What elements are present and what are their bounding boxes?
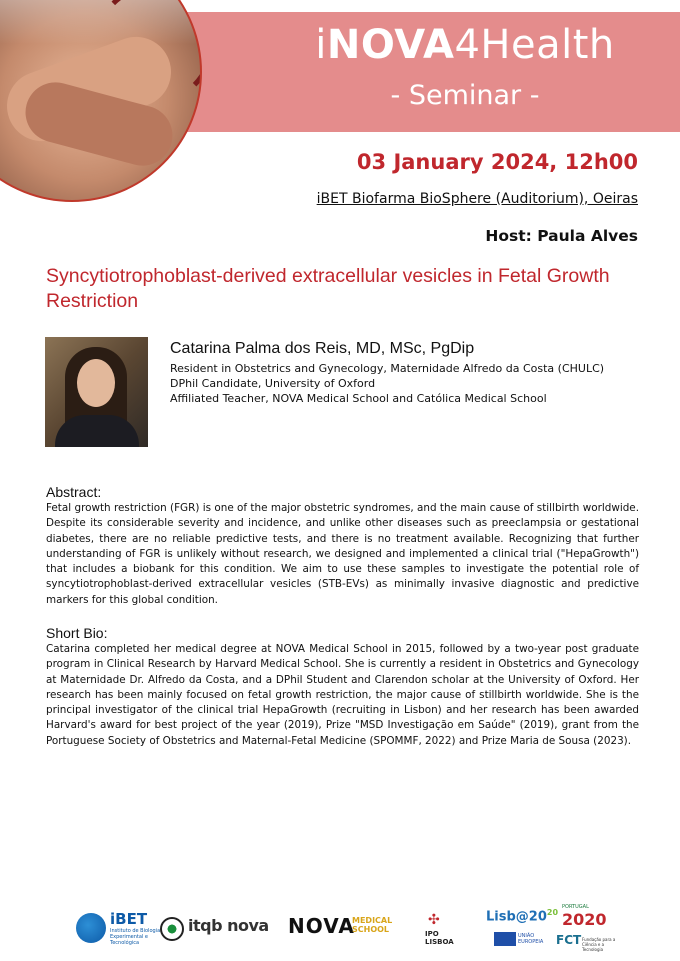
hero-photo-hands [0,0,202,202]
nova-logo-text: NOVA [288,914,355,938]
event-host: Host: Paula Alves [485,227,638,245]
portugal2020-logo-text: 2020 [562,910,607,929]
speaker-affiliation: Affiliated Teacher, NOVA Medical School and Católica Medical School [170,392,547,405]
ipo-logo-text: IPO LISBOA [425,930,454,946]
brand-title: iNOVA4Health [315,22,615,68]
speaker-affiliation: DPhil Candidate, University of Oxford [170,377,376,390]
photo-body [55,415,139,447]
itqb-logo-text: itqb nova [188,916,269,935]
speaker-photo [45,337,148,447]
talk-title: Syncytiotrophoblast-derived extracellular vesicles in Fetal Growth Restriction [46,265,610,312]
abstract-heading: Abstract: [46,484,102,500]
speaker-affiliation: Resident in Obstetrics and Gynecology, Maternidade Alfredo da Costa (CHULC) [170,362,605,375]
ibet-logo-icon [76,913,106,943]
event-date-time: 03 January 2024, 12h00 [356,150,638,174]
bio-heading: Short Bio: [46,625,108,641]
ibet-logo-text: iBET [110,910,148,928]
speaker-name: Catarina Palma dos Reis, MD, MSc, PgDip [170,340,475,357]
fct-logo-subtext: Fundação para a Ciência e a Tecnologia [582,937,616,952]
ibet-logo-subtext: Instituto de Biologia Experimental e Tecnológica [110,928,161,946]
itqb-logo-icon [160,917,184,941]
fct-logo-text: FCT [556,933,582,947]
photo-face [77,359,115,407]
bio-text: Catarina completed her medical degree at NOVA Medical School in 2015, followed by a two-year post graduate program in Clinical Research by Harvard Medical School. She is currently a resident in Obstetrics and Gynecology at Maternidade Dr. Alfredo da Costa, and a DPhil Student and Clarendon scholar at the University of Oxford. Her research has been mainly focused on fetal growth restriction, the major cause of stillbirth worldwide. She is the principal investigator of the clinical trial HepaGrowth (recruiting in Lisbon) and her research has been awarded Harvard's award for best project of the year (2019), Prize "MSD Investigação em Saúde" (2019), grant from the Portuguese Society of Obstetrics and Maternal-Fetal Medicine (SPOMMF, 2022) and Prize Maria de Sousa (2023). [46,643,639,747]
eu-flag-icon [494,932,516,946]
portugal2020-subtext: PORTUGAL [562,904,589,910]
sponsor-logos [0,900,680,961]
lisboa2020-logo-text: $Lisb@20^{20}$ [486,908,559,925]
ipo-cross-icon: ✣ [428,912,440,928]
eu-logo-text: UNIÃO EUROPEIA [518,933,544,945]
abstract-text: Fetal growth restriction (FGR) is one of the major obstetric syndromes, and the main cause of stillbirth worldwide. Despite its considerable severity and incidence, and unlike other diseases such as preeclampsia or gestational diabetes, there are no reliable predictive tests, and there is no treatment available. Recognizing that further understanding of FGR is unlikely without research, we designed and implemented a clinical trial ("HepaGrowth") that includes a biobank for this condition. We aim to use these samples to investigate the potential role of syncytiotrophoblast-derived extracellular vesicles (STB-EVs) as minimally invasive diagnostic and predictive markers for this global condition. [46,502,639,606]
seminar-subtitle: - Seminar - [390,80,540,111]
event-venue: iBET Biofarma BioSphere (Auditorium), Oeiras [316,191,638,207]
nova-logo-subtext: MEDICAL SCHOOL [352,916,393,934]
